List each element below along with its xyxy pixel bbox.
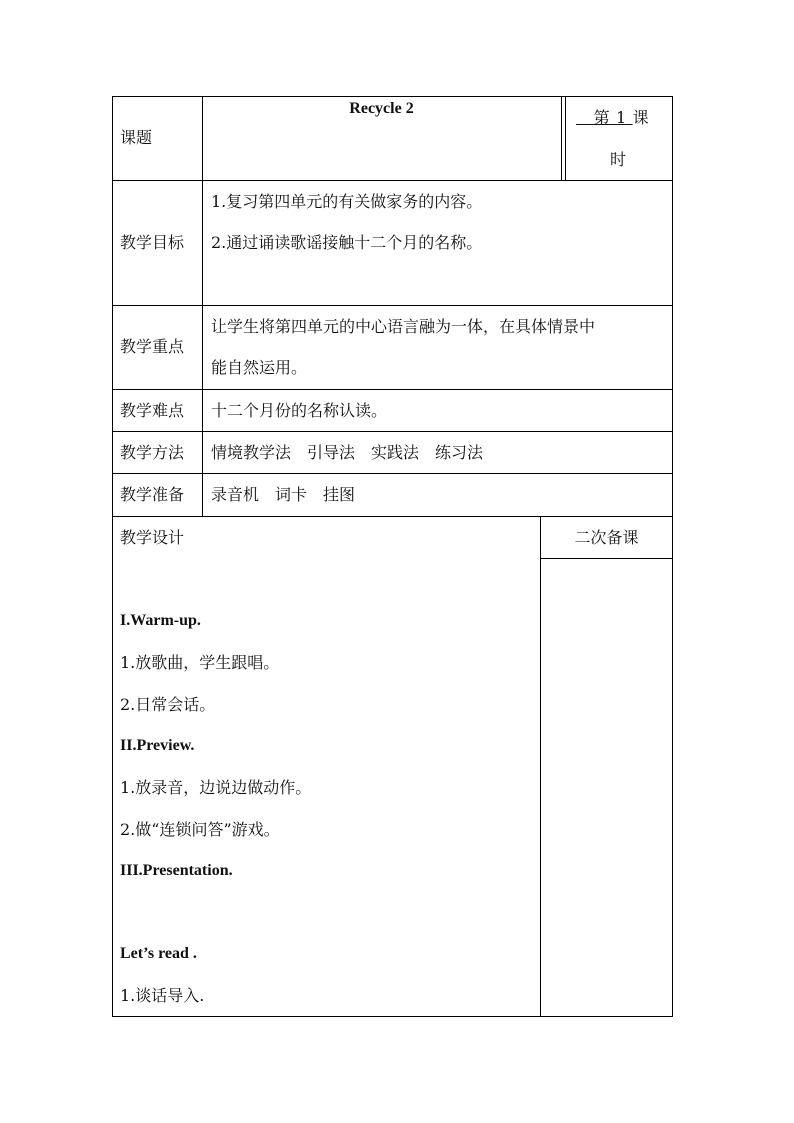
- second-prep-label: 二次备课: [574, 528, 639, 547]
- difficulty-label: 教学难点: [120, 401, 185, 420]
- key-points-label: 教学重点: [120, 337, 185, 356]
- table-border-top: [112, 96, 673, 97]
- row-divider: [112, 305, 673, 306]
- row-divider: [112, 180, 673, 181]
- table-border-bottom: [112, 1016, 673, 1017]
- label-column-divider: [202, 96, 203, 517]
- design-line: II.Preview.: [120, 737, 195, 754]
- design-line: 1.放录音，边说边做动作。: [120, 778, 312, 797]
- design-line: Let’s read .: [120, 945, 197, 962]
- lesson-plan-table: [112, 96, 673, 1017]
- prep-label: 教学准备: [120, 485, 185, 504]
- row-divider: [112, 389, 673, 390]
- second-prep-column-divider: [540, 516, 541, 1017]
- period-unit: 时: [610, 150, 627, 169]
- period-suffix: 课: [632, 108, 649, 127]
- difficulty-value: 十二个月份的名称认读。: [211, 401, 388, 420]
- method-value: 情境教学法 引导法 实践法 练习法: [211, 443, 484, 462]
- objective-item: 1.复习第四单元的有关做家务的内容。: [211, 192, 483, 211]
- row-divider: [112, 431, 673, 432]
- period-inner-divider: [565, 96, 566, 181]
- method-label: 教学方法: [120, 443, 185, 462]
- design-line: 1.谈话导入.: [120, 986, 205, 1005]
- row-divider: [112, 473, 673, 474]
- period-column-divider: [561, 96, 562, 181]
- objectives-label: 教学目标: [120, 233, 185, 252]
- row-divider: [540, 558, 673, 559]
- design-line: 2.做“连锁问答”游戏。: [120, 820, 280, 839]
- topic-value: Recycle 2: [349, 100, 414, 117]
- objective-item: 2.通过诵读歌谣接触十二个月的名称。: [211, 233, 483, 252]
- table-border-left: [112, 96, 113, 1017]
- design-label: 教学设计: [120, 528, 185, 547]
- key-points-line: 让学生将第四单元的中心语言融为一体，在具体情景中: [211, 317, 596, 336]
- key-points-line: 能自然运用。: [211, 358, 308, 377]
- period-line: [576, 108, 649, 128]
- period-prefix: 第: [593, 108, 610, 127]
- design-line: III.Presentation.: [120, 862, 233, 879]
- topic-label: 课题: [120, 128, 153, 147]
- design-line: 1.放歌曲，学生跟唱。: [120, 653, 280, 672]
- design-line: 2.日常会话。: [120, 695, 216, 714]
- prep-value: 录音机 词卡 挂图: [211, 485, 356, 504]
- period-number: 1: [616, 108, 627, 127]
- row-divider: [112, 516, 673, 517]
- design-line: I.Warm-up.: [120, 612, 201, 629]
- table-border-right: [672, 96, 673, 1017]
